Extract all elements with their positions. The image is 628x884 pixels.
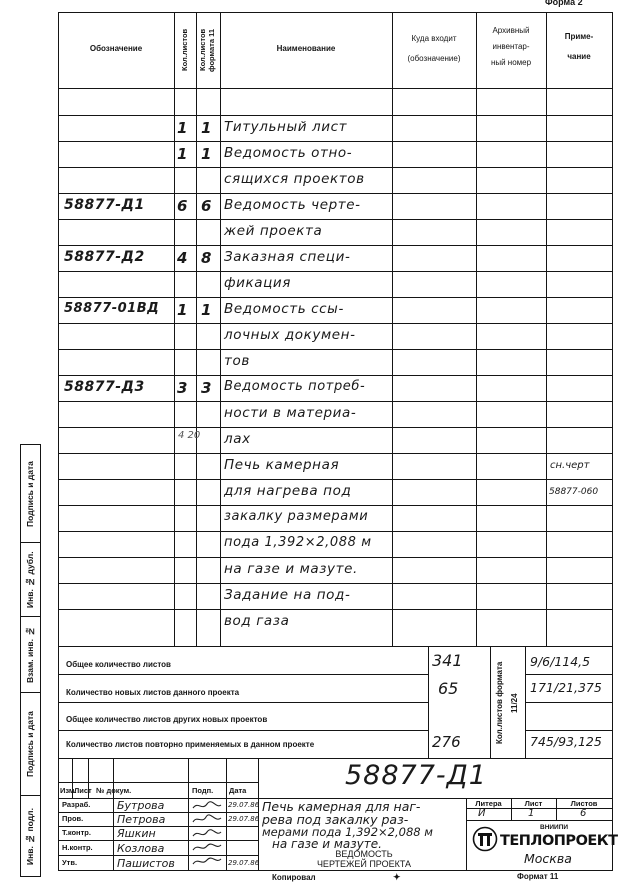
row-code: 58877-Д1 (64, 197, 145, 213)
row-format: 1 (201, 119, 212, 137)
row-note: сн.черт (550, 460, 590, 471)
col-date: Дата (229, 786, 247, 795)
row-sheets: 1 (177, 119, 188, 137)
total-label: Количество новых листов данного проекта (66, 688, 240, 697)
footer-copied: Копировал (272, 873, 316, 882)
side-sign-date-top: Подпись и дата (25, 461, 35, 527)
row-format: 6 (201, 197, 212, 215)
org-city: Москва (524, 851, 572, 866)
side-inv-orig: Инв. № подл. (25, 808, 35, 865)
row-name: Ведомость отно- (224, 145, 353, 161)
header-where-1: Куда входит (411, 34, 457, 43)
person-role: Н.контр. (62, 843, 93, 852)
row-note: 58877-060 (549, 487, 599, 497)
row-name: жей проекта (224, 223, 323, 239)
row-name: лах (224, 431, 251, 447)
row-format: 3 (201, 379, 212, 397)
header-archive-1: Архивный (492, 26, 530, 35)
stamp-title-line: Печь камерная для наг- (262, 799, 421, 814)
stamp-title-line: мерами пода 1,392×2,088 м (262, 825, 433, 839)
sheets-label: Листов (570, 799, 598, 808)
person-date: 29.07.86 (228, 815, 260, 823)
header-sheets: Кол.листов (180, 28, 189, 72)
row-format: 8 (201, 249, 212, 267)
total-right-value: 171/21,375 (530, 680, 602, 695)
row-code: 58877-Д3 (64, 379, 145, 395)
stamp-doc-code: 58877-Д1 (345, 760, 487, 791)
col-sheet: Лист (74, 786, 92, 795)
row-name: Ведомость потреб- (224, 379, 366, 394)
row-name: вод газа (224, 613, 290, 629)
total-right-value: 9/6/114,5 (530, 654, 591, 669)
row-sheets: 3 (177, 379, 188, 397)
person-name: Петрова (117, 813, 166, 826)
total-label: Общее количество листов (66, 660, 171, 669)
org-name: ТЕПЛОПРОЕКТ (500, 833, 618, 849)
header-note-2: чание (567, 52, 591, 61)
row-format: 1 (201, 145, 212, 163)
row-sheets: 4 (177, 249, 188, 267)
header-archive-2: инвентар- (492, 42, 530, 51)
person-name: Яшкин (117, 827, 156, 840)
row-name: Ведомость черте- (224, 197, 361, 213)
col-doc-no: № докум. (96, 786, 132, 795)
row-sheets: 1 (177, 145, 188, 163)
header-name: Наименование (276, 44, 336, 53)
sheets-value: 6 (580, 808, 587, 819)
signatures (190, 799, 224, 869)
person-role: Разраб. (62, 800, 91, 809)
row-name: пода 1,392×2,088 м (224, 535, 372, 550)
total-value: 341 (432, 651, 463, 670)
row-code: 58877-01ВД (64, 301, 160, 316)
person-role: Пров. (62, 814, 84, 823)
row-name: ности в материа- (224, 405, 357, 421)
person-date: 29.07.86 (228, 859, 260, 867)
litera-value: И (478, 808, 486, 819)
stamp-title-line: рева под закалку раз- (262, 812, 409, 827)
header-archive-3: ный номер (490, 58, 532, 67)
person-name: Бутрова (117, 799, 165, 812)
sheet-value: 1 (528, 808, 535, 819)
person-date: 29.07.86 (228, 801, 260, 809)
person-role: Т.контр. (62, 828, 91, 837)
org-logo-icon (472, 826, 498, 852)
header-designation: Обозначение (89, 44, 143, 53)
total-value: 65 (438, 679, 459, 698)
side-inv-dup: Инв. № дубл. (25, 551, 35, 609)
header-note-1: Приме- (564, 32, 594, 41)
sheet-label: Лист (524, 799, 543, 808)
col-change: Изм. (60, 786, 77, 795)
margin-scribble: 4 20 (178, 430, 201, 441)
row-name: тов (224, 353, 250, 369)
row-name: закалку размерами (224, 509, 369, 524)
row-name: на газе и мазуте. (224, 561, 358, 577)
row-name: фикация (224, 275, 292, 291)
totals-vertical-label: Кол.листов формата 11/24 (495, 661, 519, 745)
col-sign: Подп. (192, 786, 214, 795)
row-name: Задание на под- (224, 587, 351, 603)
row-name: для нагрева под (224, 483, 352, 499)
total-right-value: 745/93,125 (530, 734, 602, 749)
org-top: ВНИИПИ (540, 824, 569, 831)
stamp-title-print: ВЕДОМОСТЬ (335, 849, 393, 859)
header-where-2: (обозначение) (407, 54, 461, 63)
side-replace-inv: Взам. инв. № (25, 626, 35, 684)
person-name: Козлова (117, 842, 165, 855)
row-name: сящихся проектов (224, 171, 365, 187)
row-sheets: 1 (177, 301, 188, 319)
row-name: Заказная специ- (224, 249, 351, 265)
person-role: Утв. (62, 858, 78, 867)
row-name: лочных докумен- (224, 327, 356, 343)
side-sign-date-bottom: Подпись и дата (25, 711, 35, 778)
form-label: Форма 2 (545, 0, 583, 7)
row-name: Ведомость ссы- (224, 301, 344, 317)
litera-label: Литера (475, 799, 502, 808)
header-format11: Кол.листов формата 11 (198, 28, 216, 72)
row-sheets: 6 (177, 197, 188, 215)
stamp-title-line: на газе и мазуте. (272, 837, 382, 851)
stamp-title-print: ЧЕРТЕЖЕЙ ПРОЕКТА (316, 859, 412, 869)
total-label: Общее количество листов других новых проектов (66, 715, 268, 724)
row-format: 1 (201, 301, 212, 319)
total-label: Количество листов повторно применяемых в данном проекте (66, 740, 315, 749)
person-name: Пашистов (117, 857, 175, 870)
row-name: Титульный лист (224, 119, 348, 135)
footer-format: Формат 11 (517, 872, 559, 881)
row-code: 58877-Д2 (64, 249, 145, 265)
row-name: Печь камерная (224, 457, 340, 473)
footer-mark: ✦ (393, 872, 401, 882)
total-value: 276 (432, 733, 461, 751)
